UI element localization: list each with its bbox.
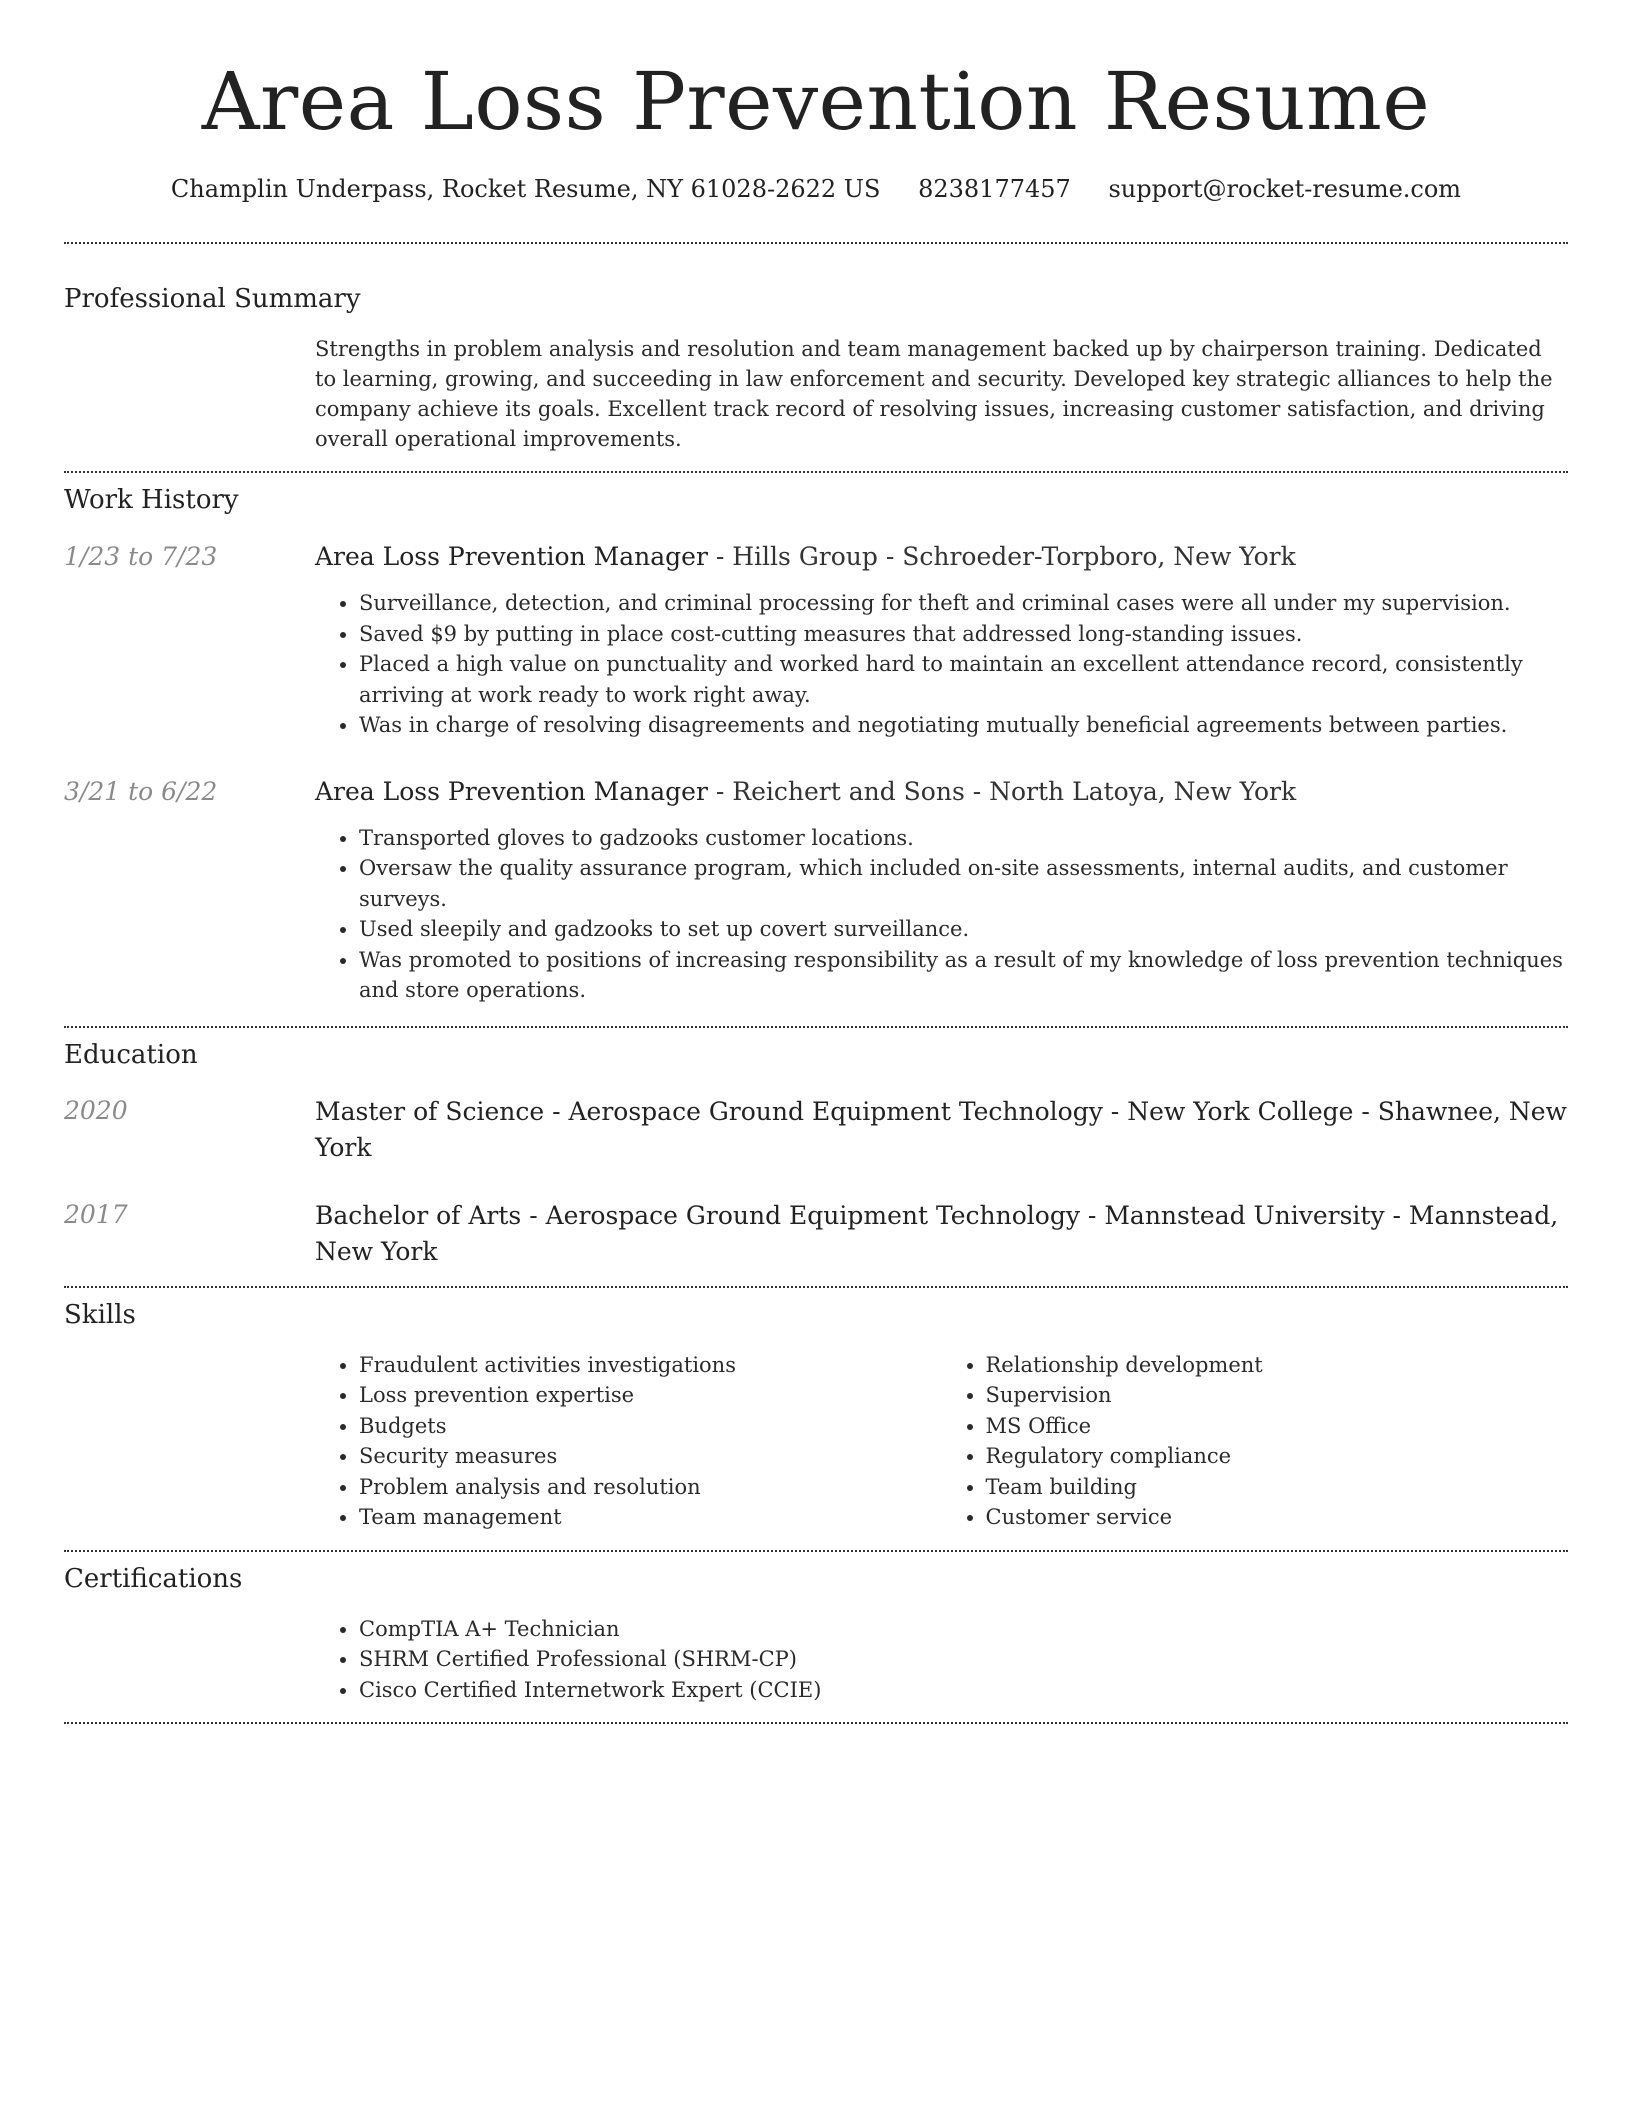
job-bullet: • Used sleepily and gadzooks to set up covert surveillance. xyxy=(359,914,1568,945)
work-history-heading: Work History xyxy=(64,485,239,515)
skills-list-right xyxy=(942,1350,1569,1533)
skills-row xyxy=(64,1350,1568,1533)
skill-item: • Fraudulent activities investigations xyxy=(359,1350,942,1381)
separator: - xyxy=(1353,1096,1378,1126)
certification-item: • SHRM Certified Professional (SHRM-CP) xyxy=(359,1644,1568,1675)
separator: - xyxy=(544,1096,569,1126)
job-dates: 3/21 to 6/22 xyxy=(64,776,218,806)
skill-item: • Problem analysis and resolution xyxy=(359,1472,942,1503)
skill-item: • Team management xyxy=(359,1502,942,1533)
separator: - xyxy=(707,776,733,806)
education-heading-line xyxy=(315,1094,1568,1166)
skill-item: • Loss prevention expertise xyxy=(359,1380,942,1411)
education-field: Aerospace Ground Equipment Technology xyxy=(545,1200,1080,1230)
divider xyxy=(64,1550,1568,1552)
job-bullet: • Surveillance, detection, and criminal processing for theft and criminal cases were all under my supervision. xyxy=(359,588,1568,619)
divider xyxy=(64,1286,1568,1288)
certifications-row xyxy=(64,1614,1568,1706)
certification-item: • Cisco Certified Internetwork Expert (CCIE) xyxy=(359,1675,1568,1706)
job-heading xyxy=(315,775,1568,809)
skill-item: • Relationship development xyxy=(986,1350,1569,1381)
resume-title: Area Loss Prevention Resume xyxy=(201,55,1431,148)
separator: - xyxy=(707,542,733,571)
certifications-list xyxy=(315,1614,1568,1706)
separator: - xyxy=(964,776,990,806)
job-bullet: • Saved $9 by putting in place cost-cutting measures that addressed long-standing issues. xyxy=(359,619,1568,650)
skills-heading: Skills xyxy=(64,1299,136,1330)
education-location: Mannstead, New York xyxy=(315,1200,1559,1266)
job-bullets xyxy=(315,823,1568,1006)
job-location: North Latoya, New York xyxy=(989,776,1297,806)
job-bullet: • Was in charge of resolving disagreements and negotiating mutually beneficial agreements between parties. xyxy=(359,710,1568,741)
divider xyxy=(64,471,1568,473)
education-entry xyxy=(64,1094,1568,1166)
education-school: New York College xyxy=(1127,1096,1354,1126)
divider xyxy=(64,1026,1568,1028)
education-year: 2020 xyxy=(64,1095,128,1125)
skill-item: • Supervision xyxy=(986,1380,1569,1411)
skill-item: • Budgets xyxy=(359,1411,942,1442)
job-bullet: • Oversaw the quality assurance program, which included on-site assessments, internal audits, and customer surveys. xyxy=(359,853,1568,914)
summary-heading: Professional Summary xyxy=(64,284,361,314)
contact-address: Champlin Underpass, Rocket Resume, NY 61028-2622 US xyxy=(170,175,881,203)
job-bullets xyxy=(315,588,1568,741)
education-location: Shawnee, New York xyxy=(315,1096,1567,1162)
separator: - xyxy=(1079,1200,1105,1230)
education-school: Mannstead University xyxy=(1104,1200,1385,1230)
job-entry xyxy=(64,775,1568,1006)
skill-item: • MS Office xyxy=(986,1411,1569,1442)
separator: - xyxy=(877,542,903,571)
divider xyxy=(64,242,1568,244)
job-bullet: • Transported gloves to gadzooks customer locations. xyxy=(359,823,1568,854)
contact-phone: 8238177457 xyxy=(918,175,1071,203)
contact-line xyxy=(64,172,1568,206)
job-heading xyxy=(315,540,1568,574)
education-field: Aerospace Ground Equipment Technology xyxy=(568,1096,1103,1126)
skill-item: • Customer service xyxy=(986,1502,1569,1533)
summary-row xyxy=(64,334,1568,454)
job-role: Area Loss Prevention Manager xyxy=(315,542,708,571)
education-entry xyxy=(64,1198,1568,1270)
education-heading: Education xyxy=(64,1039,198,1070)
education-degree: Master of Science xyxy=(315,1096,545,1126)
job-dates: 1/23 to 7/23 xyxy=(64,542,218,571)
separator: - xyxy=(1384,1200,1409,1230)
skill-item: • Security measures xyxy=(359,1441,942,1472)
education-degree: Bachelor of Arts xyxy=(315,1200,522,1230)
resume-page xyxy=(64,0,1568,1724)
skills-list-left xyxy=(315,1350,942,1533)
skills-columns xyxy=(315,1350,1568,1533)
separator: - xyxy=(1102,1096,1128,1126)
job-location: Schroeder-Torpboro, New York xyxy=(902,542,1296,571)
job-company: Reichert and Sons xyxy=(732,776,965,806)
contact-email: support@rocket-resume.com xyxy=(1108,175,1462,203)
skill-item: • Team building xyxy=(986,1472,1569,1503)
education-year: 2017 xyxy=(64,1199,128,1229)
certifications-heading: Certifications xyxy=(64,1563,243,1594)
job-bullet: • Was promoted to positions of increasing responsibility as a result of my knowledge of loss prevention techniques and store operations. xyxy=(359,945,1568,1006)
job-role: Area Loss Prevention Manager xyxy=(315,776,708,806)
separator: - xyxy=(521,1200,546,1230)
skill-item: • Regulatory compliance xyxy=(986,1441,1569,1472)
summary-text: Strengths in problem analysis and resolution and team management backed up by chairperson training. Dedicated to learning, growing, and succeeding in law enforcement and security. Developed key strategic alliances to help the company achieve its goals. Excellent track record of resolving issues, increasing customer satisfaction, and driving overall operational improvements. xyxy=(315,337,1553,451)
job-company: Hills Group xyxy=(732,542,878,571)
certification-item: • CompTIA A+ Technician xyxy=(359,1614,1568,1645)
job-bullet: • Placed a high value on punctuality and worked hard to maintain an excellent attendance record, consistently arriving at work ready to work right away. xyxy=(359,649,1568,710)
divider xyxy=(64,1722,1568,1724)
education-heading-line xyxy=(315,1198,1568,1270)
job-entry xyxy=(64,540,1568,741)
